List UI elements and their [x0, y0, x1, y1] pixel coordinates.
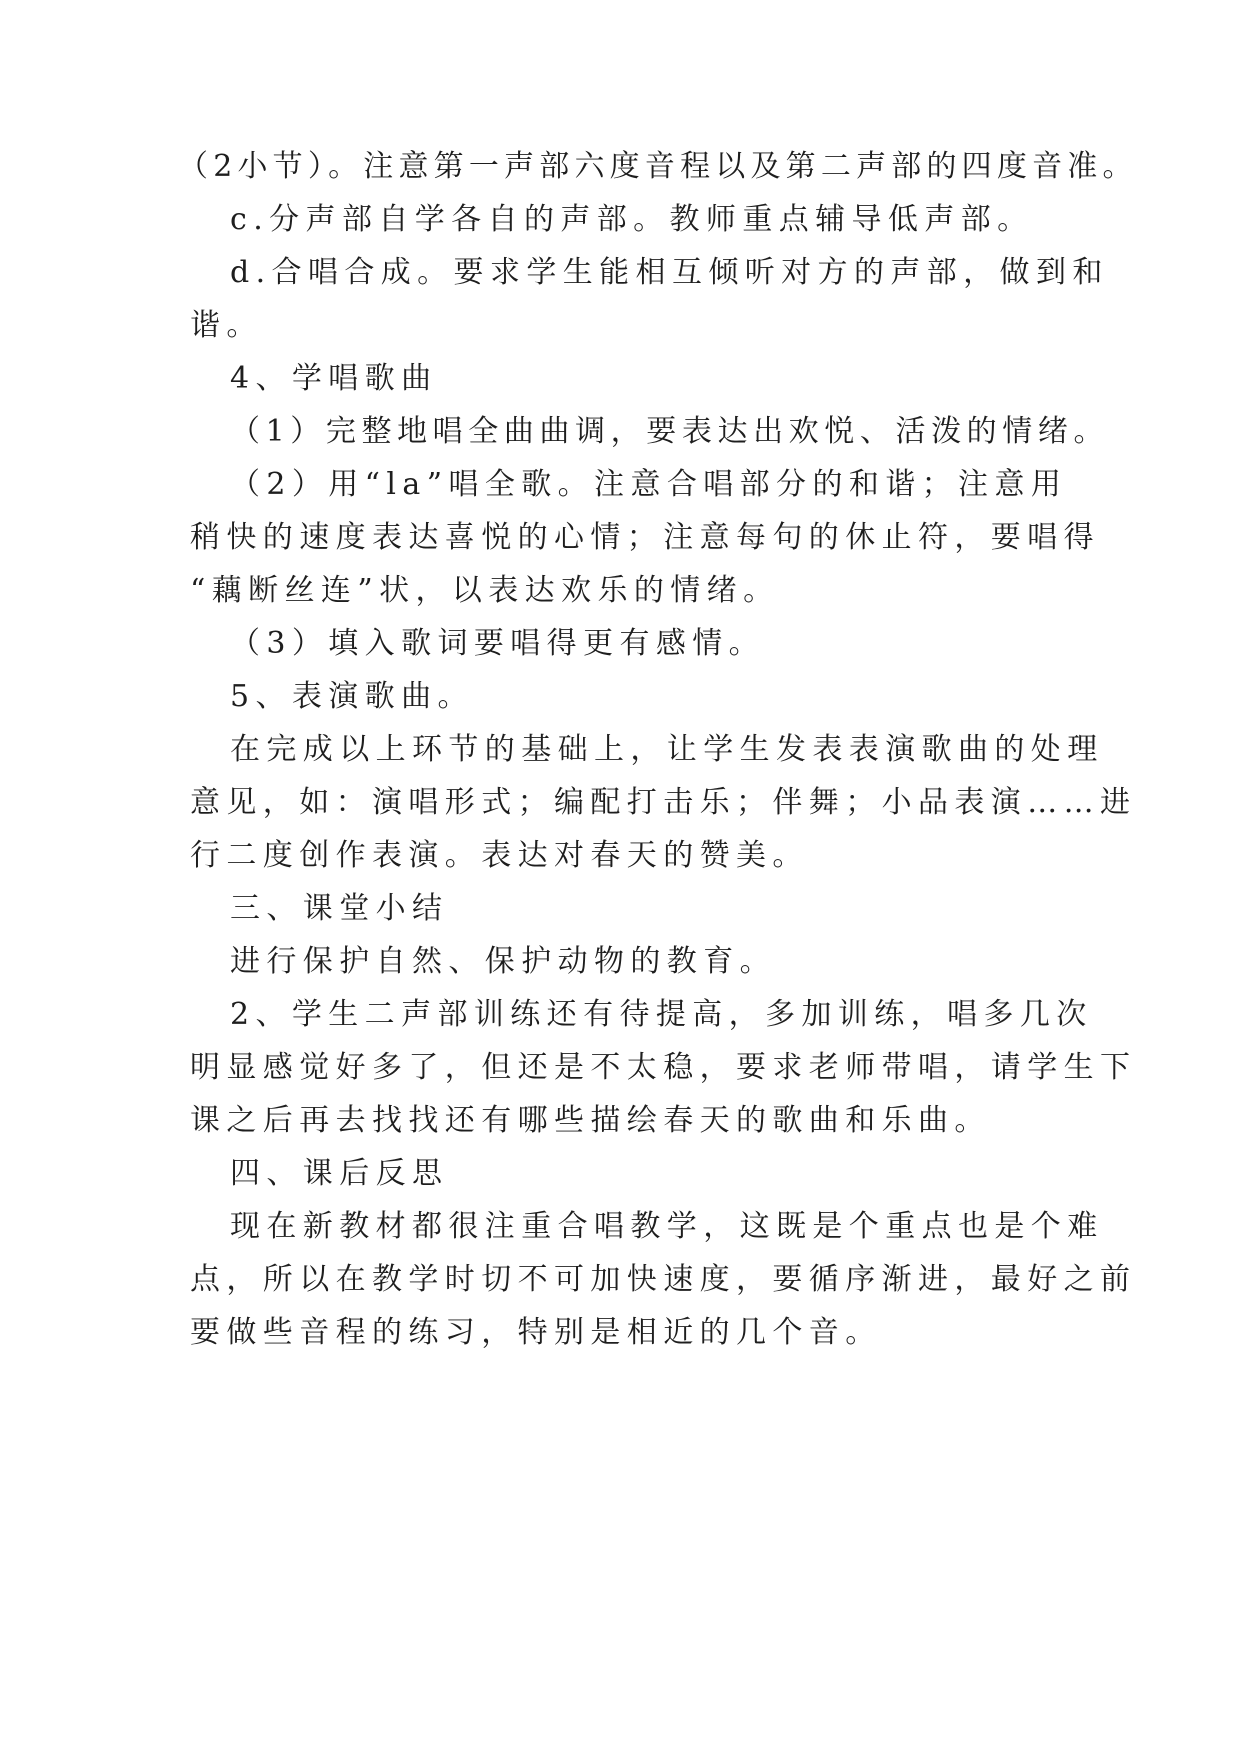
text-line: c.分声部自学各自的声部。教师重点辅导低声部。 [230, 202, 1034, 237]
text-line: 意见，如：演唱形式；编配打击乐；伴舞；小品表演……进 [190, 785, 1137, 820]
section-heading: 5、表演歌曲。 [230, 679, 474, 714]
section-heading: 三、课堂小结 [230, 891, 449, 926]
text-line: 点，所以在教学时切不可加快速度，要循序渐进，最好之前 [190, 1262, 1137, 1297]
text-line: “藕断丝连”状，以表达欢乐的情绪。 [190, 573, 780, 608]
text-line: （1）完整地唱全曲曲调，要表达出欢悦、活泼的情绪。 [230, 414, 1110, 449]
text-line: 课之后再去找找还有哪些描绘春天的歌曲和乐曲。 [190, 1103, 991, 1138]
text-line: 现在新教材都很注重合唱教学，这既是个重点也是个难 [230, 1209, 1104, 1244]
text-line: 2、学生二声部训练还有待提高，多加训练，唱多几次 [230, 997, 1093, 1032]
text-line: （3）填入歌词要唱得更有感情。 [230, 626, 766, 661]
text-line: 行二度创作表演。表达对春天的赞美。 [190, 838, 809, 873]
text-line: 在完成以上环节的基础上，让学生发表表演歌曲的处理 [230, 732, 1104, 767]
section-heading: 四、课后反思 [230, 1156, 449, 1191]
section-heading: 4、学唱歌曲 [230, 361, 438, 396]
text-line: （2小节）。注意第一声部六度音程以及第二声部的四度音准。 [178, 149, 1138, 184]
text-line: d.合唱合成。要求学生能相互倾听对方的声部，做到和 [230, 255, 1109, 290]
text-line: 要做些音程的练习，特别是相近的几个音。 [190, 1315, 882, 1350]
text-line: （2）用“la”唱全歌。注意合唱部分的和谐；注意用 [230, 467, 1068, 502]
text-line: 进行保护自然、保护动物的教育。 [230, 944, 776, 979]
text-line: 稍快的速度表达喜悦的心情；注意每句的休止符，要唱得 [190, 520, 1100, 555]
text-line: 谐。 [190, 308, 263, 343]
text-line: 明显感觉好多了，但还是不太稳，要求老师带唱，请学生下 [190, 1050, 1137, 1085]
